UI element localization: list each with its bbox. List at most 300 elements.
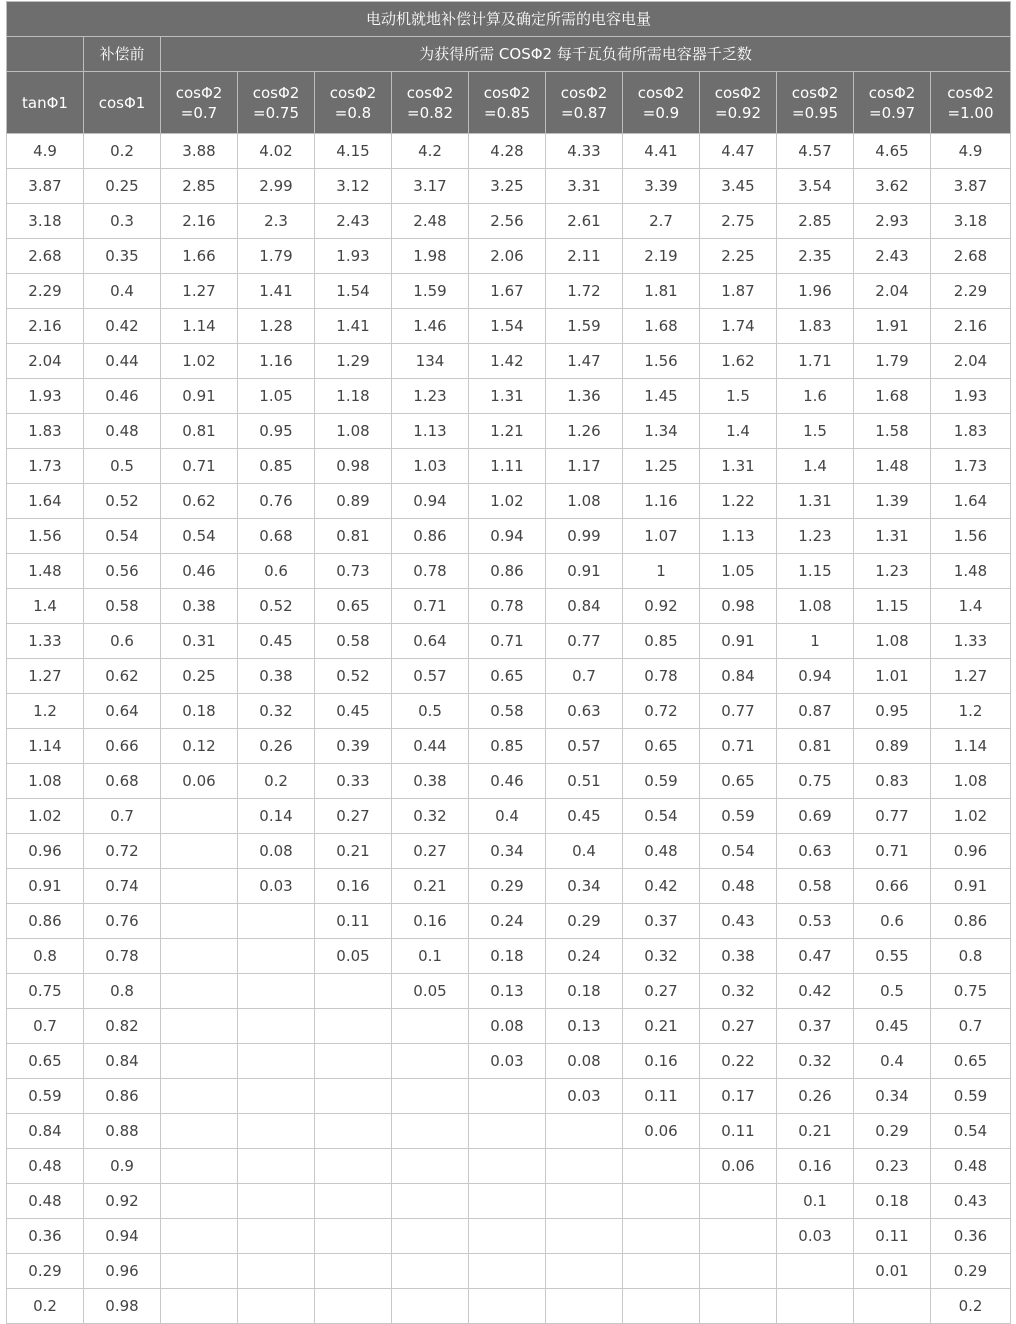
cell-kvar: 0.89 [854,729,931,764]
cell-kvar: 1.83 [777,309,854,344]
cell-kvar: 3.31 [546,169,623,204]
cell-kvar: 1.02 [469,484,546,519]
cell-kvar: 1.16 [238,344,315,379]
column-header-cos-phi2 [392,72,469,134]
cell-kvar [161,1044,238,1079]
cell-kvar: 0.17 [700,1079,777,1114]
cell-kvar: 0.59 [623,764,700,799]
cell-kvar: 2.35 [777,239,854,274]
table-row [7,484,1011,519]
cell-kvar: 1.23 [854,554,931,589]
cell-kvar: 2.29 [931,274,1011,309]
cell-kvar: 2.16 [931,309,1011,344]
table-row [7,1184,1011,1219]
cell-kvar: 1.66 [161,239,238,274]
column-header-tan-phi1: tanΦ1 [7,72,84,134]
column-header-cos-phi2 [777,72,854,134]
column-header-cos-phi2 [161,72,238,134]
cell-kvar: 0.25 [161,659,238,694]
cell-kvar: 1.2 [931,694,1011,729]
cell-tan-phi1: 1.93 [7,379,84,414]
cell-kvar: 0.42 [623,869,700,904]
cell-kvar [392,1254,469,1289]
table-row [7,1254,1011,1289]
cell-kvar: 4.33 [546,134,623,169]
cell-kvar: 1.62 [700,344,777,379]
cell-kvar: 0.89 [315,484,392,519]
cell-kvar [623,1254,700,1289]
cell-kvar [238,974,315,1009]
cell-kvar: 0.85 [623,624,700,659]
cell-kvar: 0.05 [392,974,469,1009]
cell-kvar [315,1114,392,1149]
cell-kvar: 0.32 [392,799,469,834]
column-header-line1: cosΦ2 [252,83,300,102]
cell-kvar: 1.26 [546,414,623,449]
cell-kvar: 2.19 [623,239,700,274]
cell-kvar: 1.4 [777,449,854,484]
cell-kvar: 1.79 [854,344,931,379]
cell-kvar: 0.32 [238,694,315,729]
cell-kvar: 1.74 [700,309,777,344]
cell-kvar: 3.18 [931,204,1011,239]
cell-kvar [546,1149,623,1184]
cell-kvar [161,974,238,1009]
cell-kvar: 0.23 [854,1149,931,1184]
cell-kvar: 1.18 [315,379,392,414]
cell-kvar: 1.36 [546,379,623,414]
cell-tan-phi1: 3.18 [7,204,84,239]
cell-kvar: 0.71 [161,449,238,484]
cell-kvar: 1.15 [854,589,931,624]
cell-kvar [238,904,315,939]
table-row [7,169,1011,204]
cell-kvar: 1.27 [931,659,1011,694]
cell-kvar: 0.76 [238,484,315,519]
cell-kvar: 0.12 [161,729,238,764]
cell-kvar: 0.48 [931,1149,1011,1184]
cell-kvar: 1.4 [931,589,1011,624]
cell-kvar: 0.7 [546,659,623,694]
cell-cos-phi1: 0.44 [84,344,161,379]
cell-kvar: 0.65 [931,1044,1011,1079]
table-row [7,1219,1011,1254]
cell-cos-phi1: 0.9 [84,1149,161,1184]
cell-cos-phi1: 0.64 [84,694,161,729]
cell-kvar [161,1149,238,1184]
column-header-line1: cosΦ2 [714,83,762,102]
cell-kvar: 0.51 [546,764,623,799]
cell-tan-phi1: 2.68 [7,239,84,274]
column-header-line1: cosΦ2 [406,83,454,102]
cell-kvar: 0.06 [700,1149,777,1184]
cell-kvar [315,1079,392,1114]
cell-kvar: 0.58 [315,624,392,659]
cell-kvar: 1.6 [777,379,854,414]
cell-kvar: 1.59 [546,309,623,344]
cell-kvar: 4.15 [315,134,392,169]
cell-kvar: 0.38 [161,589,238,624]
cell-kvar: 0.94 [777,659,854,694]
column-header-line2: =0.97 [869,103,915,122]
cell-kvar: 0.43 [931,1184,1011,1219]
table-row [7,309,1011,344]
column-header-line1: cosΦ2 [175,83,223,102]
cell-kvar [854,1289,931,1324]
cell-kvar: 0.65 [623,729,700,764]
table-row [7,519,1011,554]
cell-kvar: 0.71 [469,624,546,659]
cell-kvar: 1.03 [392,449,469,484]
cell-tan-phi1: 1.2 [7,694,84,729]
cell-kvar [315,974,392,1009]
cell-cos-phi1: 0.82 [84,1009,161,1044]
cell-tan-phi1: 2.16 [7,309,84,344]
cell-cos-phi1: 0.52 [84,484,161,519]
cell-kvar: 2.06 [469,239,546,274]
cell-kvar: 0.66 [854,869,931,904]
cell-kvar: 0.48 [623,834,700,869]
cell-kvar: 1.56 [623,344,700,379]
cell-kvar: 0.86 [469,554,546,589]
cell-tan-phi1: 0.2 [7,1289,84,1324]
cell-kvar: 1.14 [931,729,1011,764]
cell-cos-phi1: 0.68 [84,764,161,799]
cell-kvar: 2.99 [238,169,315,204]
cell-kvar: 0.45 [546,799,623,834]
table-row [7,1079,1011,1114]
cell-kvar: 0.87 [777,694,854,729]
cell-kvar: 2.04 [854,274,931,309]
cell-kvar: 0.44 [392,729,469,764]
table-row [7,1149,1011,1184]
cell-kvar: 0.03 [777,1219,854,1254]
cell-kvar: 0.57 [392,659,469,694]
cell-kvar: 1.71 [777,344,854,379]
cell-kvar: 1.31 [700,449,777,484]
cell-kvar [315,1009,392,1044]
cell-kvar: 1.48 [854,449,931,484]
cell-kvar: 0.39 [315,729,392,764]
cell-kvar: 2.04 [931,344,1011,379]
cell-kvar: 1.79 [238,239,315,274]
cell-kvar: 0.52 [315,659,392,694]
cell-kvar: 0.4 [469,799,546,834]
cell-kvar [238,1219,315,1254]
cell-kvar: 0.83 [854,764,931,799]
cell-kvar: 0.63 [546,694,623,729]
cell-kvar: 0.16 [392,904,469,939]
table-row [7,589,1011,624]
cell-kvar: 4.65 [854,134,931,169]
cell-kvar [546,1254,623,1289]
cell-kvar: 0.34 [546,869,623,904]
cell-kvar [315,1289,392,1324]
cell-kvar: 0.03 [546,1079,623,1114]
cell-kvar: 0.06 [623,1114,700,1149]
cell-kvar: 0.29 [546,904,623,939]
cell-kvar [161,1114,238,1149]
cell-kvar: 0.16 [777,1149,854,1184]
cell-kvar [238,1254,315,1289]
cell-kvar: 0.16 [315,869,392,904]
cell-kvar [161,1219,238,1254]
table-row [7,729,1011,764]
cell-kvar: 0.6 [854,904,931,939]
cell-kvar [392,1114,469,1149]
cell-cos-phi1: 0.8 [84,974,161,1009]
cell-tan-phi1: 4.9 [7,134,84,169]
cell-kvar: 0.26 [238,729,315,764]
cell-kvar: 0.11 [623,1079,700,1114]
cell-cos-phi1: 0.48 [84,414,161,449]
cell-kvar: 0.75 [931,974,1011,1009]
cell-kvar: 1.41 [315,309,392,344]
cell-kvar: 0.71 [854,834,931,869]
cell-kvar: 0.57 [546,729,623,764]
cell-kvar [238,1114,315,1149]
cell-kvar: 0.08 [238,834,315,869]
table-row [7,204,1011,239]
cell-kvar: 3.45 [700,169,777,204]
cell-kvar: 1.47 [546,344,623,379]
cell-kvar: 0.21 [777,1114,854,1149]
cell-kvar: 3.54 [777,169,854,204]
cell-kvar: 0.08 [469,1009,546,1044]
cell-kvar: 1.58 [854,414,931,449]
cell-kvar [392,1184,469,1219]
cell-kvar: 0.54 [161,519,238,554]
cell-kvar: 1 [777,624,854,659]
cell-kvar: 1.23 [777,519,854,554]
cell-kvar: 0.81 [161,414,238,449]
cell-kvar: 1.34 [623,414,700,449]
cell-kvar: 0.16 [623,1044,700,1079]
cell-kvar [546,1184,623,1219]
cell-tan-phi1: 1.64 [7,484,84,519]
cell-kvar: 0.13 [546,1009,623,1044]
cell-kvar: 0.21 [392,869,469,904]
cell-kvar: 1.31 [777,484,854,519]
cell-kvar: 0.91 [931,869,1011,904]
cell-cos-phi1: 0.72 [84,834,161,869]
cell-kvar: 0.85 [238,449,315,484]
column-header-line1: cosΦ2 [791,83,839,102]
cell-kvar: 0.18 [854,1184,931,1219]
cell-kvar: 2.11 [546,239,623,274]
cell-kvar: 1.14 [161,309,238,344]
cell-kvar [315,1254,392,1289]
cell-kvar: 2.16 [161,204,238,239]
column-header-line2: =0.7 [180,103,218,122]
column-header-line1: cosΦ2 [329,83,377,102]
cell-kvar: 2.75 [700,204,777,239]
cell-kvar: 0.18 [161,694,238,729]
table-row [7,134,1011,169]
cell-kvar: 1.08 [546,484,623,519]
cell-kvar [623,1184,700,1219]
cell-kvar: 1.08 [931,764,1011,799]
cell-kvar: 1.01 [854,659,931,694]
cell-kvar: 1.42 [469,344,546,379]
cell-cos-phi1: 0.78 [84,939,161,974]
cell-kvar: 0.7 [931,1009,1011,1044]
cell-kvar: 0.5 [854,974,931,1009]
cell-kvar: 3.25 [469,169,546,204]
cell-cos-phi1: 0.42 [84,309,161,344]
cell-kvar: 1.13 [392,414,469,449]
cell-kvar: 1.4 [700,414,777,449]
cell-kvar: 1.02 [161,344,238,379]
cell-kvar: 0.38 [238,659,315,694]
cell-kvar [623,1289,700,1324]
cell-tan-phi1: 0.36 [7,1219,84,1254]
cell-kvar: 0.55 [854,939,931,974]
cell-kvar: 3.88 [161,134,238,169]
cell-kvar: 4.9 [931,134,1011,169]
header-group-label: 为获得所需 COSΦ2 每千瓦负荷所需电容器千乏数 [161,37,1011,72]
cell-kvar [469,1219,546,1254]
cell-cos-phi1: 0.3 [84,204,161,239]
header-before-compensation: 补偿前 [84,37,161,72]
cell-kvar [161,1289,238,1324]
cell-kvar: 4.02 [238,134,315,169]
cell-kvar: 2.43 [854,239,931,274]
cell-kvar: 0.37 [623,904,700,939]
cell-kvar [161,939,238,974]
cell-tan-phi1: 0.96 [7,834,84,869]
cell-kvar [700,1254,777,1289]
cell-kvar: 1.59 [392,274,469,309]
cell-kvar: 1.73 [931,449,1011,484]
cell-cos-phi1: 0.56 [84,554,161,589]
cell-kvar: 1.31 [469,379,546,414]
table-row [7,694,1011,729]
cell-kvar: 0.01 [854,1254,931,1289]
cell-tan-phi1: 3.87 [7,169,84,204]
cell-kvar [161,799,238,834]
cell-tan-phi1: 0.7 [7,1009,84,1044]
cell-kvar: 0.33 [315,764,392,799]
cell-kvar: 0.32 [777,1044,854,1079]
cell-kvar: 0.92 [623,589,700,624]
cell-kvar: 1.56 [931,519,1011,554]
cell-kvar [469,1079,546,1114]
cell-cos-phi1: 0.25 [84,169,161,204]
cell-kvar [238,939,315,974]
table-row [7,624,1011,659]
column-header-cos-phi2 [700,72,777,134]
table-row [7,239,1011,274]
cell-kvar: 0.24 [546,939,623,974]
cell-kvar: 1.93 [931,379,1011,414]
cell-tan-phi1: 0.75 [7,974,84,1009]
cell-kvar [161,904,238,939]
table-row [7,344,1011,379]
table-row [7,869,1011,904]
cell-kvar: 1.68 [854,379,931,414]
cell-kvar [392,1219,469,1254]
cell-kvar: 1.72 [546,274,623,309]
cell-kvar [700,1219,777,1254]
cell-kvar [161,1079,238,1114]
cell-cos-phi1: 0.58 [84,589,161,624]
cell-kvar: 1.83 [931,414,1011,449]
cell-kvar: 0.91 [700,624,777,659]
cell-cos-phi1: 0.46 [84,379,161,414]
cell-kvar: 1.22 [700,484,777,519]
cell-cos-phi1: 0.4 [84,274,161,309]
cell-kvar: 1.39 [854,484,931,519]
cell-kvar: 1.5 [700,379,777,414]
column-header-line2: =0.95 [792,103,838,122]
cell-kvar: 0.43 [700,904,777,939]
cell-kvar: 0.8 [931,939,1011,974]
cell-kvar: 0.29 [931,1254,1011,1289]
cell-kvar: 2.85 [161,169,238,204]
cell-kvar: 0.58 [777,869,854,904]
cell-kvar: 0.34 [854,1079,931,1114]
cell-kvar: 0.77 [546,624,623,659]
column-header-line1: cosΦ2 [868,83,916,102]
cell-kvar: 0.77 [854,799,931,834]
cell-kvar: 0.5 [392,694,469,729]
cell-kvar: 0.54 [623,799,700,834]
cell-kvar: 3.17 [392,169,469,204]
cell-kvar: 0.11 [700,1114,777,1149]
cell-kvar [469,1254,546,1289]
cell-kvar: 0.68 [238,519,315,554]
cell-kvar: 1.11 [469,449,546,484]
cell-kvar: 2.25 [700,239,777,274]
cell-kvar: 0.63 [777,834,854,869]
cell-kvar: 2.85 [777,204,854,239]
cell-kvar [392,1149,469,1184]
cell-kvar [392,1009,469,1044]
cell-kvar: 0.58 [469,694,546,729]
cell-kvar: 1.28 [238,309,315,344]
cell-kvar: 0.81 [315,519,392,554]
table-row [7,1289,1011,1324]
table-row [7,379,1011,414]
table-row [7,274,1011,309]
cell-kvar: 0.99 [546,519,623,554]
cell-kvar: 1.16 [623,484,700,519]
cell-tan-phi1: 1.14 [7,729,84,764]
cell-kvar: 0.45 [238,624,315,659]
cell-tan-phi1: 0.48 [7,1149,84,1184]
column-header-line2: =0.8 [334,103,372,122]
cell-kvar: 0.45 [854,1009,931,1044]
cell-tan-phi1: 1.73 [7,449,84,484]
cell-kvar: 0.96 [931,834,1011,869]
cell-kvar [469,1114,546,1149]
table-row [7,1044,1011,1079]
cell-kvar: 0.78 [469,589,546,624]
cell-kvar: 3.62 [854,169,931,204]
column-header-line1: cosΦ2 [947,83,994,102]
cell-kvar: 0.84 [700,659,777,694]
cell-tan-phi1: 0.48 [7,1184,84,1219]
column-header-line2: =0.87 [561,103,607,122]
cell-kvar: 1.08 [777,589,854,624]
cell-kvar: 4.47 [700,134,777,169]
cell-cos-phi1: 0.88 [84,1114,161,1149]
cell-kvar [623,1219,700,1254]
cell-kvar: 0.13 [469,974,546,1009]
cell-kvar [469,1289,546,1324]
cell-kvar [469,1184,546,1219]
